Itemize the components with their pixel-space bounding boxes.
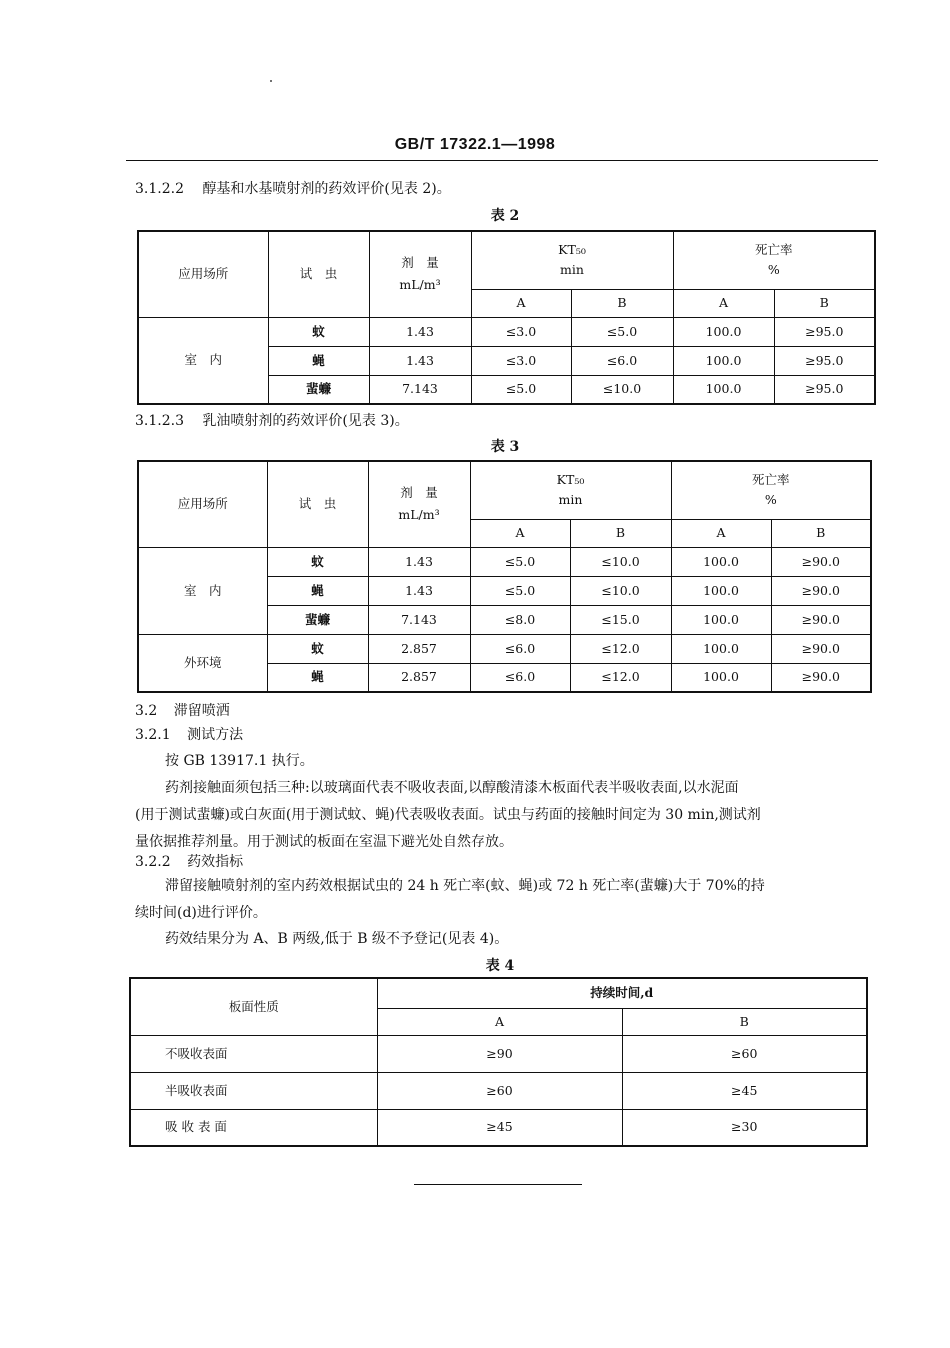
death-b-cell: ≥90.0 — [771, 576, 871, 605]
a-cell: ≥45 — [377, 1109, 622, 1146]
paragraph-method: 按 GB 13917.1 执行。 — [165, 753, 314, 769]
death-a-cell: 100.0 — [671, 605, 771, 634]
section-text: 醇基和水基喷射剂的药效评价(见表 2)。 — [202, 181, 451, 197]
kt-a-cell: ≤3.0 — [471, 346, 571, 375]
death-a-cell: 100.0 — [673, 317, 774, 346]
header-a: A — [377, 1008, 622, 1035]
section-number: 3.2.2 — [135, 854, 171, 870]
header-kt50 — [471, 231, 673, 289]
kt-a-cell: ≤6.0 — [470, 663, 570, 692]
section-number: 3.2 — [135, 703, 158, 719]
header-dose — [369, 231, 471, 317]
group-outdoor: 外环境 — [138, 634, 267, 692]
death-a-cell: 100.0 — [673, 375, 774, 404]
header-mortality — [673, 231, 875, 289]
header-place: 应用场所 — [138, 231, 268, 317]
surface-cell: 半吸收表面 — [130, 1072, 377, 1109]
insect-cell: 蝇 — [268, 346, 369, 375]
kt-b-cell: ≤15.0 — [570, 605, 671, 634]
table2-caption: 表 2 — [490, 208, 520, 224]
section-3-1-2-2 — [135, 178, 451, 198]
death-a-cell: 100.0 — [671, 576, 771, 605]
section-3-2-1 — [135, 724, 243, 744]
table-row — [138, 634, 871, 663]
death-b-cell: ≥90.0 — [771, 663, 871, 692]
b-cell: ≥30 — [622, 1109, 867, 1146]
death-a-cell: 100.0 — [671, 634, 771, 663]
section-text: 乳油喷射剂的药效评价(见表 3)。 — [202, 413, 409, 429]
b-cell: ≥60 — [622, 1035, 867, 1072]
section-3-1-2-3 — [135, 410, 409, 430]
death-a-cell: 100.0 — [671, 547, 771, 576]
header-duration: 持续时间,d — [377, 978, 867, 1008]
dose-unit: mL/m³ — [398, 507, 440, 523]
header-mortality — [671, 461, 871, 519]
section-text: 测试方法 — [187, 727, 244, 743]
header-kt50 — [470, 461, 671, 519]
a-cell: ≥90 — [377, 1035, 622, 1072]
kt50-label: KT₅₀ — [556, 472, 585, 488]
header-dose — [368, 461, 470, 547]
paragraph-index — [135, 873, 880, 927]
mortality-unit: % — [767, 262, 780, 278]
header-death-a: A — [671, 519, 771, 547]
table4-caption: 表 4 — [485, 958, 515, 974]
section-3-2 — [135, 700, 230, 720]
header-kt-b: B — [570, 519, 671, 547]
paragraph-line: 药剂接触面须包括三种:以玻璃面代表不吸收表面,以醇酸清漆木板面代表半吸收表面,以水泥面 — [165, 780, 739, 796]
kt-b-cell: ≤10.0 — [571, 375, 673, 404]
dose-label: 剂 量 — [400, 485, 438, 501]
paragraph-line: 量依据推荐剂量。用于测试的板面在室温下避光处自然存放。 — [135, 834, 513, 850]
death-a-cell: 100.0 — [673, 346, 774, 375]
header-kt-a: A — [471, 289, 571, 317]
dose-cell: 1.43 — [369, 317, 471, 346]
insect-cell: 蚊 — [268, 317, 369, 346]
footer-rule — [414, 1184, 582, 1185]
kt50-label: KT₅₀ — [558, 242, 586, 258]
death-b-cell: ≥90.0 — [771, 634, 871, 663]
section-number: 3.1.2.3 — [135, 413, 184, 429]
table-3 — [137, 460, 872, 693]
header-kt-b: B — [571, 289, 673, 317]
kt-b-cell: ≤5.0 — [571, 317, 673, 346]
insect-cell: 蜚蠊 — [267, 605, 368, 634]
header-kt-a: A — [470, 519, 570, 547]
death-a-cell: 100.0 — [671, 663, 771, 692]
header-place: 应用场所 — [138, 461, 267, 547]
kt50-unit: min — [558, 492, 583, 508]
kt-b-cell: ≤10.0 — [570, 547, 671, 576]
group-indoor: 室 内 — [138, 317, 268, 404]
section-number: 3.2.1 — [135, 727, 171, 743]
surface-cell: 吸 收 表 面 — [130, 1109, 377, 1146]
header-death-a: A — [673, 289, 774, 317]
insect-cell: 蝇 — [267, 576, 368, 605]
kt-a-cell: ≤5.0 — [470, 576, 570, 605]
section-3-2-2 — [135, 851, 243, 871]
table-row — [130, 1072, 867, 1109]
b-cell: ≥45 — [622, 1072, 867, 1109]
dose-cell: 1.43 — [368, 547, 470, 576]
kt-b-cell: ≤10.0 — [570, 576, 671, 605]
header-insect: 试 虫 — [267, 461, 368, 547]
dose-cell: 2.857 — [368, 634, 470, 663]
kt-a-cell: ≤3.0 — [471, 317, 571, 346]
kt-a-cell: ≤6.0 — [470, 634, 570, 663]
dose-label: 剂 量 — [401, 255, 439, 271]
dose-unit: mL/m³ — [399, 277, 441, 293]
death-b-cell: ≥95.0 — [774, 346, 875, 375]
death-b-cell: ≥90.0 — [771, 605, 871, 634]
insect-cell: 蝇 — [267, 663, 368, 692]
insect-cell: 蜚蠊 — [268, 375, 369, 404]
table-4 — [129, 977, 868, 1147]
mortality-label: 死亡率 — [755, 242, 793, 258]
section-text: 滞留喷洒 — [173, 703, 230, 719]
group-indoor: 室 内 — [138, 547, 267, 634]
header-surface: 板面性质 — [130, 978, 377, 1035]
death-b-cell: ≥90.0 — [771, 547, 871, 576]
kt-b-cell: ≤6.0 — [571, 346, 673, 375]
dose-cell: 1.43 — [368, 576, 470, 605]
header-death-b: B — [774, 289, 875, 317]
section-text: 药效指标 — [187, 854, 244, 870]
header-rule — [126, 160, 878, 161]
kt-a-cell: ≤5.0 — [471, 375, 571, 404]
table-row — [138, 317, 875, 346]
kt-b-cell: ≤12.0 — [570, 663, 671, 692]
table3-caption: 表 3 — [490, 439, 520, 455]
header-b: B — [622, 1008, 867, 1035]
a-cell: ≥60 — [377, 1072, 622, 1109]
kt-a-cell: ≤5.0 — [470, 547, 570, 576]
header-death-b: B — [771, 519, 871, 547]
dose-cell: 2.857 — [368, 663, 470, 692]
death-b-cell: ≥95.0 — [774, 375, 875, 404]
standard-number: GB/T 17322.1—1998 — [394, 136, 556, 153]
kt50-unit: min — [560, 262, 584, 278]
paragraph-line: 续时间(d)进行评价。 — [135, 905, 267, 921]
dose-cell: 7.143 — [368, 605, 470, 634]
paragraph-line: 滞留接触喷射剂的室内药效根据试虫的 24 h 死亡率(蚊、蝇)或 72 h 死亡率(蜚蠊)大于 70%的持 — [165, 878, 765, 894]
table-row — [130, 1035, 867, 1072]
dose-cell: 7.143 — [369, 375, 471, 404]
paragraph-surfaces — [135, 775, 880, 856]
table-row — [130, 1109, 867, 1146]
paragraph-result: 药效结果分为 A、B 两级,低于 B 级不予登记(见表 4)。 — [165, 931, 509, 947]
scan-speck — [270, 80, 272, 82]
death-b-cell: ≥95.0 — [774, 317, 875, 346]
paragraph-line: (用于测试蜚蠊)或白灰面(用于测试蚊、蝇)代表吸收表面。试虫与药面的接触时间定为 30 min,测试剂 — [135, 807, 761, 823]
header-insect: 试 虫 — [268, 231, 369, 317]
insect-cell: 蚊 — [267, 634, 368, 663]
insect-cell: 蚊 — [267, 547, 368, 576]
dose-cell: 1.43 — [369, 346, 471, 375]
surface-cell: 不吸收表面 — [130, 1035, 377, 1072]
mortality-unit: % — [764, 492, 777, 508]
kt-a-cell: ≤8.0 — [470, 605, 570, 634]
table-row — [138, 547, 871, 576]
table-2 — [137, 230, 876, 405]
kt-b-cell: ≤12.0 — [570, 634, 671, 663]
section-number: 3.1.2.2 — [135, 181, 184, 197]
mortality-label: 死亡率 — [752, 472, 790, 488]
